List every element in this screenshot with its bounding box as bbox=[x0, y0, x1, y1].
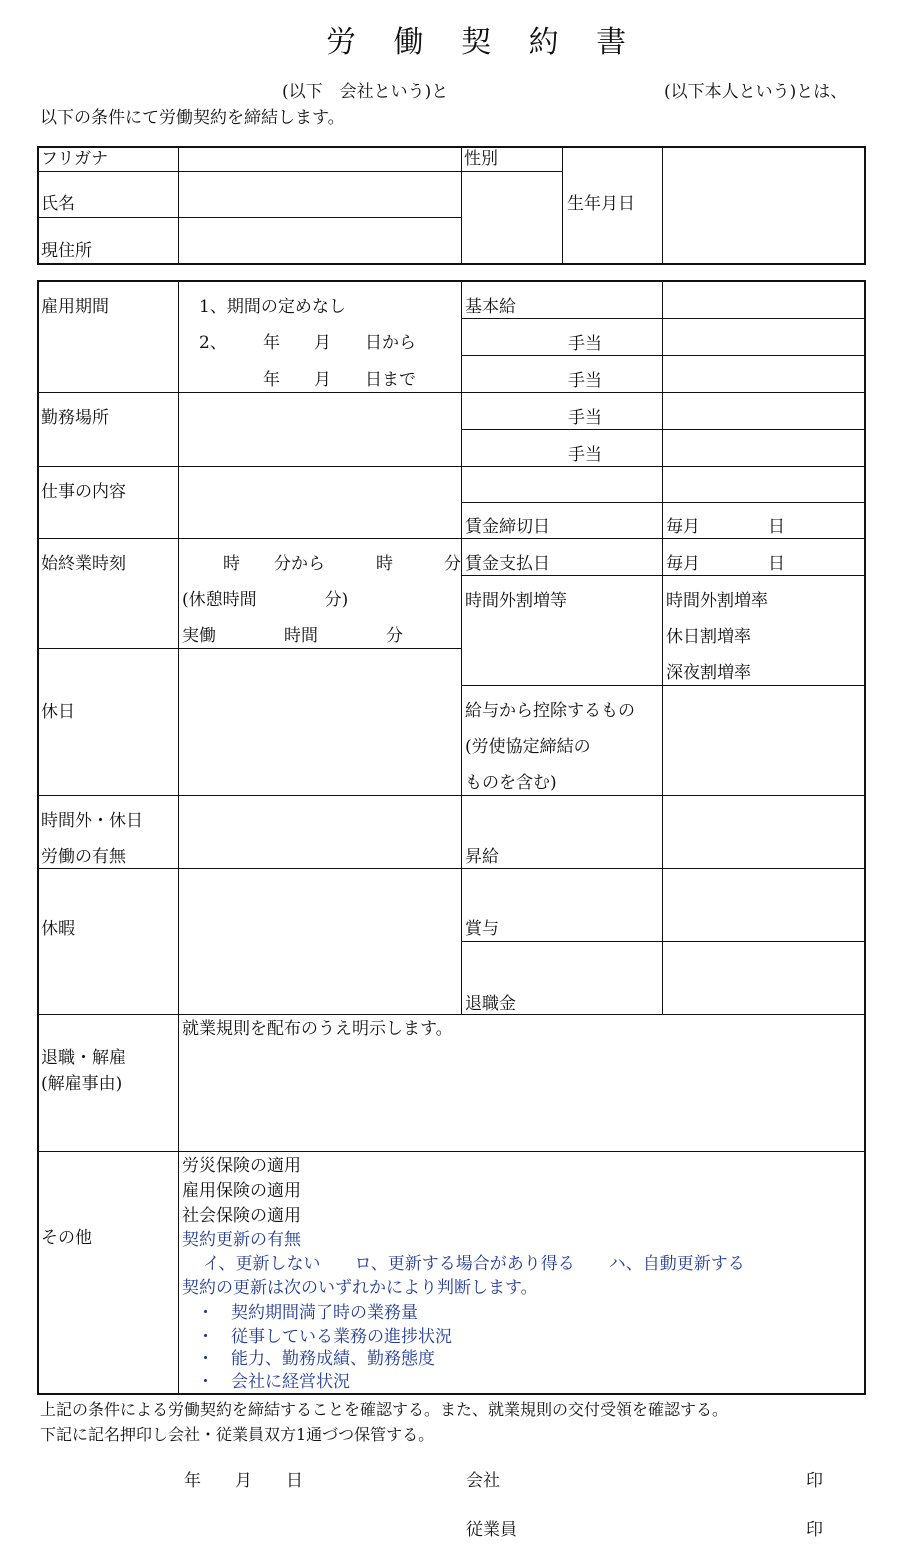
retirement-label-cell bbox=[39, 1015, 179, 1152]
others-label-cell bbox=[39, 1152, 179, 1394]
others-line-1: 労災保険の適用 bbox=[182, 1156, 301, 1176]
period-from: 年 月 日から bbox=[263, 333, 416, 353]
overtime-input[interactable] bbox=[179, 796, 462, 869]
blank-pay-input[interactable] bbox=[663, 467, 865, 503]
allowance-label-cell-3 bbox=[462, 393, 663, 430]
others-line-3: 社会保険の適用 bbox=[182, 1206, 301, 1226]
criterion-3: ・ 能力、勤務成績、勤務態度 bbox=[197, 1349, 435, 1369]
renewal-basis: 契約の更新は次のいずれかにより判断します。 bbox=[182, 1278, 538, 1298]
employee-seal[interactable]: 印 bbox=[806, 1520, 823, 1540]
payday-day: 毎月 日 bbox=[666, 554, 785, 574]
furigana-label-cell bbox=[39, 148, 179, 172]
cutoff-day: 毎月 日 bbox=[666, 517, 785, 537]
bonus-label: 賞与 bbox=[465, 919, 499, 939]
deductions-line2: (労使協定締結の bbox=[465, 737, 591, 757]
personal-info-table bbox=[38, 147, 865, 264]
employment-period-options[interactable] bbox=[179, 282, 462, 393]
name-label: 氏名 bbox=[41, 194, 75, 214]
employment-period-label-cell bbox=[39, 282, 179, 393]
allowance-label: 手当 bbox=[568, 334, 602, 354]
leave-input[interactable] bbox=[179, 869, 462, 1015]
work-hours-input[interactable] bbox=[179, 539, 462, 649]
severance-label: 退職金 bbox=[465, 994, 516, 1014]
document-title: 労 働 契 約 書 bbox=[326, 25, 641, 60]
raise-label: 昇給 bbox=[465, 847, 499, 867]
severance-label-cell bbox=[462, 942, 663, 1015]
allowance-label-cell-1 bbox=[462, 319, 663, 356]
base-pay-label: 基本給 bbox=[465, 297, 516, 317]
gender-label: 性別 bbox=[464, 149, 498, 169]
renewal-options: イ、更新しない ロ、更新する場合があり得る ハ、自動更新する bbox=[203, 1254, 745, 1274]
blank-pay-label-cell bbox=[462, 467, 663, 503]
overtime-label-cell bbox=[39, 796, 179, 869]
name-input[interactable] bbox=[179, 172, 462, 218]
period-option-2-prefix: 2、 bbox=[199, 333, 227, 353]
overtime-label-line2: 労働の有無 bbox=[41, 847, 126, 867]
leave-label-cell bbox=[39, 869, 179, 1015]
address-input[interactable] bbox=[179, 218, 462, 264]
leave-label: 休暇 bbox=[41, 919, 75, 939]
others-content bbox=[179, 1152, 865, 1394]
deductions-label-cell bbox=[462, 686, 663, 796]
payday-label: 賃金支払日 bbox=[465, 554, 550, 574]
retirement-content bbox=[179, 1015, 865, 1152]
work-hours-label: 始終業時刻 bbox=[41, 554, 126, 574]
allowance-label-cell-4 bbox=[462, 430, 663, 467]
contract-terms-table bbox=[38, 281, 865, 1394]
others-line-2: 雇用保険の適用 bbox=[182, 1181, 301, 1201]
confirmation-line1: 上記の条件による労働契約を締結することを確認する。また、就業規則の交付受領を確認する。 bbox=[40, 1400, 729, 1419]
job-content-label: 仕事の内容 bbox=[41, 482, 126, 502]
address-label-cell bbox=[39, 218, 179, 264]
cutoff-input[interactable] bbox=[663, 503, 865, 539]
criterion-1: ・ 契約期間満了時の業務量 bbox=[197, 1303, 418, 1323]
criterion-2: ・ 従事している業務の進捗状況 bbox=[197, 1327, 452, 1347]
actual-hours: 実働 時間 分 bbox=[182, 626, 403, 646]
payday-input[interactable] bbox=[663, 539, 865, 576]
raise-input[interactable] bbox=[663, 796, 865, 869]
holidays-label-cell bbox=[39, 649, 179, 796]
overtime-label-line1: 時間外・休日 bbox=[41, 811, 143, 831]
confirmation-line2: 下記に記名押印し会社・従業員双方1通づつ保管する。 bbox=[40, 1425, 435, 1444]
allowance-input-4[interactable] bbox=[663, 430, 865, 467]
allowance-label: 手当 bbox=[568, 371, 602, 391]
birthdate-input[interactable] bbox=[663, 148, 865, 264]
furigana-label: フリガナ bbox=[41, 149, 109, 169]
bonus-label-cell bbox=[462, 869, 663, 942]
workplace-input[interactable] bbox=[179, 393, 462, 467]
allowance-label: 手当 bbox=[568, 445, 602, 465]
workplace-label-cell bbox=[39, 393, 179, 467]
holidays-label: 休日 bbox=[41, 702, 75, 722]
birthdate-label-cell bbox=[563, 148, 663, 264]
name-label-cell bbox=[39, 172, 179, 218]
retirement-label-line2: (解雇事由) bbox=[41, 1074, 123, 1094]
signing-date[interactable]: 年 月 日 bbox=[184, 1471, 303, 1491]
allowance-label: 手当 bbox=[568, 408, 602, 428]
premium-label: 時間外割増等 bbox=[465, 591, 567, 611]
deductions-input[interactable] bbox=[663, 686, 865, 796]
night-rate-label: 深夜割増率 bbox=[666, 663, 751, 683]
overtime-rate-label: 時間外割増率 bbox=[666, 591, 768, 611]
employment-period-label: 雇用期間 bbox=[41, 297, 109, 317]
deductions-line1: 給与から控除するもの bbox=[465, 701, 635, 721]
base-pay-input[interactable] bbox=[663, 282, 865, 319]
gender-input[interactable] bbox=[462, 172, 563, 264]
company-label: 会社 bbox=[466, 1471, 500, 1491]
holiday-rate-label: 休日割増率 bbox=[666, 627, 751, 647]
allowance-input-2[interactable] bbox=[663, 356, 865, 393]
job-content-label-cell bbox=[39, 467, 179, 539]
work-hours-label-cell bbox=[39, 539, 179, 649]
cutoff-label-cell bbox=[462, 503, 663, 539]
criterion-4: ・ 会社に経営状況 bbox=[197, 1372, 350, 1392]
workplace-label: 勤務場所 bbox=[41, 408, 109, 428]
furigana-input[interactable] bbox=[179, 148, 462, 172]
company-seal[interactable]: 印 bbox=[806, 1471, 823, 1491]
birthdate-label: 生年月日 bbox=[567, 194, 635, 214]
period-until: 年 月 日まで bbox=[263, 370, 416, 390]
others-label: その他 bbox=[41, 1228, 92, 1248]
severance-input[interactable] bbox=[663, 942, 865, 1015]
retirement-label-line1: 退職・解雇 bbox=[41, 1048, 126, 1068]
holidays-input[interactable] bbox=[179, 649, 462, 796]
payday-label-cell bbox=[462, 539, 663, 576]
job-content-input[interactable] bbox=[179, 467, 462, 539]
allowance-input-3[interactable] bbox=[663, 393, 865, 430]
allowance-label-cell-2 bbox=[462, 356, 663, 393]
break-time: (休憩時間 分) bbox=[182, 590, 349, 610]
work-hours-line1: 時 分から 時 分 bbox=[223, 554, 461, 574]
address-label: 現住所 bbox=[41, 241, 92, 261]
base-pay-label-cell bbox=[462, 282, 663, 319]
intro-person: (以下本人という)とは、 bbox=[664, 82, 848, 102]
cutoff-label: 賃金締切日 bbox=[465, 517, 550, 537]
bonus-input[interactable] bbox=[663, 869, 865, 942]
premium-rates-cell[interactable] bbox=[663, 576, 865, 686]
allowance-input-1[interactable] bbox=[663, 319, 865, 356]
intro-company: (以下 会社という)と bbox=[282, 82, 449, 102]
period-option-1: 1、期間の定めなし bbox=[199, 297, 346, 317]
gender-label-cell bbox=[462, 148, 563, 172]
deductions-line3: ものを含む) bbox=[465, 773, 557, 793]
intro-line2: 以下の条件にて労働契約を締結します。 bbox=[40, 108, 345, 128]
raise-label-cell bbox=[462, 796, 663, 869]
premium-label-cell bbox=[462, 576, 663, 686]
employee-label: 従業員 bbox=[466, 1520, 517, 1540]
renewal-title: 契約更新の有無 bbox=[182, 1230, 301, 1250]
retirement-text: 就業規則を配布のうえ明示します。 bbox=[182, 1019, 453, 1039]
